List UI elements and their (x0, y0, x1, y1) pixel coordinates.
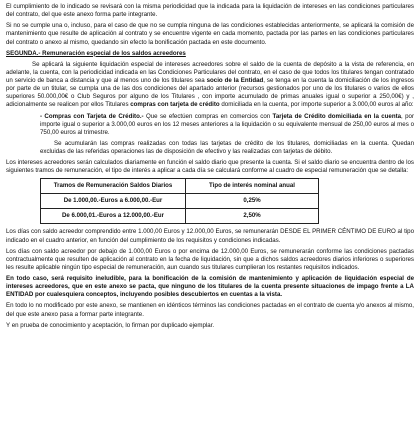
table-header-ranges: Tramos de Remuneración Saldos Diarios (41, 179, 186, 194)
table-header-row (41, 179, 319, 194)
table-header-rate: Tipo de interés nominal anual (186, 179, 319, 194)
table-cell-rate: 0,25% (186, 194, 319, 209)
remuneration-table (40, 178, 319, 224)
paragraph-outside-ranges: Los días con saldo acreedor por debajo de 1.000,00 Euros o por encima de 12.000,00 Euros, se remunerarán conforme las condiciones pactadas contractualmente que resulten de aplicación al contrato en la fecha de liquidación, sin que a dichos saldos acreedores diarios inferiores o superiores les resulte aplicable ningún tipo especial de remuneración, aun cuando sus titulares cumplieran los restantes requisitos indicados. (6, 247, 414, 271)
section-title: SEGUNDA.- Remuneración especial de los saldos acreedores (6, 49, 186, 57)
table-row (41, 209, 319, 224)
paragraph-first-cent: Los días con saldo acreedor comprendido entre 1.000,00 Euros y 12.000,00 Euros, se remunerarán DESDE EL PRIMER CÉNTIMO DE EURO al tipo indicado en el cuadro anterior, en función del cumplimiento de los requisitos y condiciones indicadas. (6, 228, 414, 244)
bullet-accumulation-note: Se acumularán las compras realizadas con todas las tarjetas de crédito de los titulares, domiciliadas en la cuenta. Quedan excluidas de las referidas operaciones las de disposición de efectivo y las realizadas con tarjetas de débito. (40, 139, 414, 155)
table-row (41, 194, 319, 209)
bullet-credit-card-purchases: - Compras con Tarjeta de Crédito.- Que se efectúen compras en comercios con Tarjeta de Crédito domiciliada en la cuenta, por importe igual o superior a 3.000,00 euros en los 12 meses anteriores a la liquidación o su equivalente mensual de 250,00 euros al mes o 750,00 euros al trimestre. (40, 112, 415, 136)
paragraph-unmodified-terms: En todo lo no modificado por este anexo, se mantienen en idénticos términos las condiciones pactadas en el contrato de cuenta y/o anexos al mismo, del que este anexo pasa a formar parte integrante. (6, 302, 414, 318)
paragraph-signature: Y en prueba de conocimiento y aceptación, lo firman por duplicado ejemplar. (6, 321, 215, 329)
paragraph-daily-interest: Los intereses acreedores serán calculados diariamente en función el saldo diario que presente la cuenta. Si el saldo diario se encuentra dentro de los siguientes tramos de remuneración, el tipo de interés a aplicar a cada día se calculará conforme al cuadro de especial remuneración que se detalla: (6, 159, 414, 175)
table-cell-range: De 6.000,01.-Euros a 12.000,00.-Eur (41, 209, 186, 224)
paragraph-special-liquidation: Se aplicará la siguiente liquidación especial de intereses acreedores sobre el saldo de la cuenta de depósito a la vista de referencia, en adelante, la cuenta, con la periodicidad indicada en las Condiciones Particulares del contrato, en el caso de que todos los titulares tengan contratado un servicio de banca a distancia y que al menos uno de los titulares sea socio de la Entidad, se tenga en la cuenta la domiciliación de los ingresos por parte de un titular, se cumpla una de las dos condiciones del apartado anterior (recursos gestionados por uno de los titulares o varios de ellos superiores 50.000,00€ o Club Seguros por alguno de los Titulares , con importe acumulado de primas anuales igual o superior a 250,00€) y , adicionalmente se realicen por ellos Titulares compras con tarjeta de crédito domiciliada en la cuenta, por importe superior a 3.000,00 euros al año: (6, 60, 414, 109)
paragraph-requirement: En todo caso, será requisito ineludible, para la bonificación de la comisión de mantenimiento y aplicación de liquidación especial de intereses acreedores, que en este anexo se pacta, que ninguno de los titulares de la cuenta presente situaciones de impago frente a LA ENTIDAD por cualesquiera conceptos, incluyendo posibles descubiertos en cuentas a la vista. (6, 275, 414, 299)
paragraph-commission: Si no se cumple una o, incluso, para el caso de que no se cumpla ninguna de las condiciones establecidas anteriormente, se aplicará la comisión de mantenimiento que resulte de aplicación al contrato y se encuentre vigente en cada momento, pactada por las partes en las condiciones particulares del contrato o anexo al mismo, quedando sin efecto la bonificación pactada en este documento. (6, 22, 414, 46)
table-cell-rate: 2,50% (186, 209, 319, 224)
table-cell-range: De 1.000,00.-Euros a 6.000,00.-Eur (41, 194, 186, 209)
paragraph-revision: El cumplimiento de lo indicado se revisará con la misma periodicidad que la indicada para la liquidación de intereses en las condiciones particulares del contrato, del que este anexo forma parte integrante. (6, 3, 414, 19)
